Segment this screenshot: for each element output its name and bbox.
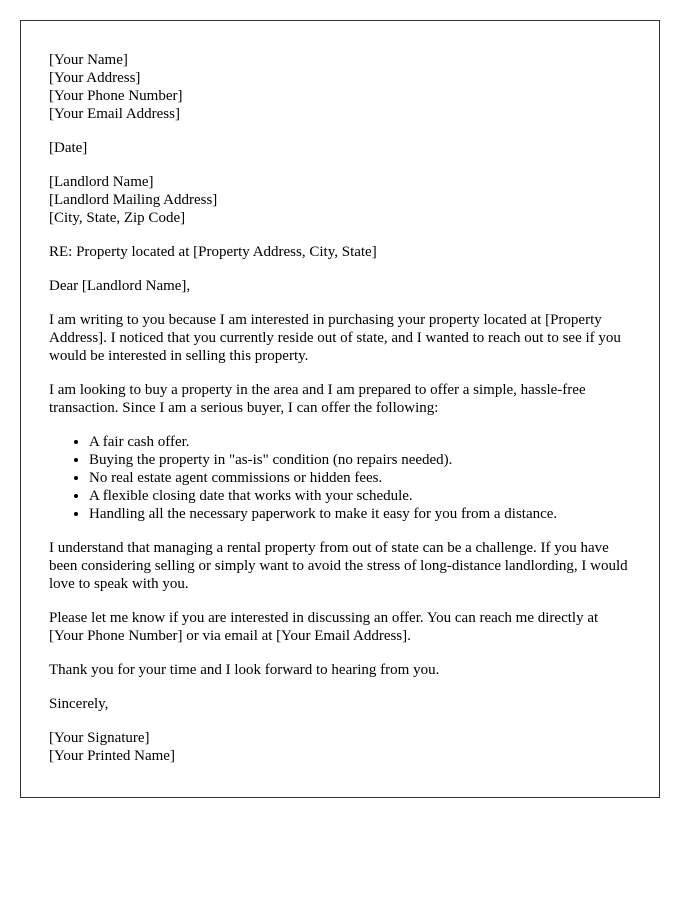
recipient-mailing-address: [Landlord Mailing Address] bbox=[49, 192, 218, 208]
letter-date: [Date] bbox=[49, 140, 88, 156]
sender-block bbox=[49, 51, 631, 123]
recipient-city-state-zip: [City, State, Zip Code] bbox=[49, 210, 186, 226]
body-paragraph-4: Please let me know if you are interested in discussing an offer. You can reach me directly at [Your Phone Number] or via email at [Your Email Address]. bbox=[49, 610, 599, 644]
sender-email: [Your Email Address] bbox=[49, 106, 180, 122]
recipient-name: [Landlord Name] bbox=[49, 174, 154, 190]
offer-list-item: • Handling all the necessary paperwork to make it easy for you from a distance. bbox=[89, 505, 631, 523]
sender-name: [Your Name] bbox=[49, 52, 128, 68]
letter bbox=[20, 20, 660, 798]
body-paragraph-2: I am looking to buy a property in the area and I am prepared to offer a simple, hassle-free transaction. Since I am a serious buyer, I can offer the following: bbox=[49, 382, 586, 416]
offer-list-item: • A fair cash offer. bbox=[89, 433, 631, 451]
body-paragraph-5: Thank you for your time and I look forward to hearing from you. bbox=[49, 662, 440, 678]
signature-block bbox=[49, 729, 631, 765]
offer-list bbox=[49, 433, 631, 523]
offer-list-item: • A flexible closing date that works with your schedule. bbox=[89, 487, 631, 505]
offer-list-item: • Buying the property in "as-is" condition (no repairs needed). bbox=[89, 451, 631, 469]
body-paragraph-1: I am writing to you because I am interested in purchasing your property located at [Property Address]. I noticed that you currently reside out of state, and I wanted to reach out to see if you would be interested in selling this property. bbox=[49, 312, 621, 364]
offer-list-item: • No real estate agent commissions or hidden fees. bbox=[89, 469, 631, 487]
printed-name: [Your Printed Name] bbox=[49, 748, 175, 764]
sender-phone: [Your Phone Number] bbox=[49, 88, 183, 104]
signature-line: [Your Signature] bbox=[49, 730, 150, 746]
salutation: Dear [Landlord Name], bbox=[49, 278, 191, 294]
subject-line: RE: Property located at [Property Address, City, State] bbox=[49, 244, 377, 260]
recipient-block bbox=[49, 173, 631, 227]
sender-address: [Your Address] bbox=[49, 70, 141, 86]
date-block bbox=[49, 139, 631, 157]
closing: Sincerely, bbox=[49, 696, 109, 712]
body-paragraph-3: I understand that managing a rental property from out of state can be a challenge. If you have been considering selling or simply want to avoid the stress of long-distance landlording, I would love to speak with you. bbox=[49, 540, 628, 592]
